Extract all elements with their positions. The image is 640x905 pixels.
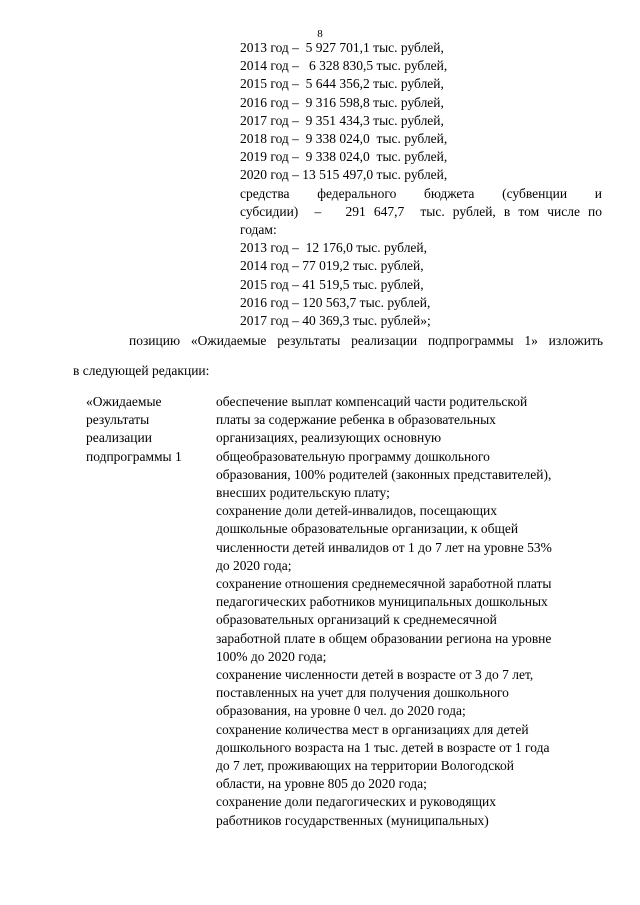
federal-funding-text	[240, 185, 602, 240]
content-line: заработной плате в общем образовании региона на уровне	[216, 630, 552, 646]
federal-text-line: годам:	[240, 222, 277, 238]
funding-year-line: 2019 год – 9 338 024,0 тыс. рублей,	[240, 149, 448, 165]
intro-line: позицию «Ожидаемые результаты реализации подпрограммы 1» изложить	[129, 333, 603, 348]
funding-year-line: 2018 год – 9 338 024,0 тыс. рублей,	[240, 131, 448, 147]
content-line: области, на уровне 805 до 2020 года;	[216, 776, 427, 792]
federal-text-line: субсидии) – 291 647,7 тыс. рублей, в том числе по	[240, 203, 602, 219]
funding-block	[240, 39, 602, 330]
content-line: платы за содержание ребенка в образовательных	[216, 412, 496, 428]
funding-year-line: 2013 год – 12 176,0 тыс. рублей,	[240, 240, 428, 256]
content-line: обеспечение выплат компенсаций части родительской	[216, 394, 528, 409]
intro-paragraph	[73, 326, 603, 386]
content-line: организациях, реализующих основную	[216, 430, 442, 446]
content-line: общеобразовательную программу дошкольного	[216, 448, 490, 464]
content-line: численности детей инвалидов от 1 до 7 лет на уровне 53%	[216, 539, 552, 555]
regional-funding-years	[240, 39, 602, 185]
content-line: образования, на уровне 0 чел. до 2020 года;	[216, 703, 466, 719]
funding-year-line: 2017 год – 9 351 434,3 тыс. рублей,	[240, 112, 444, 128]
content-line: педагогических работников муниципальных дошкольных	[216, 594, 548, 610]
funding-year-line: 2014 год – 6 328 830,5 тыс. рублей,	[240, 58, 448, 74]
intro-line: в следующей редакции:	[73, 363, 210, 378]
content-line: сохранение количества мест в организациях для детей	[216, 721, 529, 737]
funding-year-line: 2013 год – 5 927 701,1 тыс. рублей,	[240, 40, 444, 55]
funding-year-line: 2016 год – 120 563,7 тыс. рублей,	[240, 294, 431, 310]
funding-year-line: 2016 год – 9 316 598,8 тыс. рублей,	[240, 94, 444, 110]
content-line: поставленных на учет для получения дошкольного	[216, 685, 509, 701]
funding-year-line: 2015 год – 5 644 356,2 тыс. рублей,	[240, 76, 444, 92]
funding-year-line: 2017 год – 40 369,3 тыс. рублей»;	[240, 313, 431, 329]
content-line: до 7 лет, проживающих на территории Вологодской	[216, 758, 515, 774]
content-line: сохранение отношения среднемесячной заработной платы	[216, 576, 552, 592]
content-line: сохранение численности детей в возрасте от 3 до 7 лет,	[216, 667, 534, 683]
content-line: сохранение доли педагогических и руководящих	[216, 794, 496, 810]
federal-funding-years	[240, 239, 602, 330]
federal-text-line: средства федерального бюджета (субвенции и	[240, 185, 602, 201]
page-number: 8	[317, 28, 323, 40]
content-line: образования, 100% родителей (законных представителей),	[216, 466, 552, 482]
content-line: образовательных организаций к среднемесячной	[216, 612, 497, 628]
content-line: дошкольного возраста на 1 тыс. детей в возрасте от 1 года	[216, 739, 550, 755]
funding-year-line: 2020 год – 13 515 497,0 тыс. рублей,	[240, 167, 448, 183]
label-line: результаты	[86, 412, 150, 428]
label-line: реализации	[86, 430, 152, 446]
results-content-cell	[216, 393, 611, 830]
content-line: до 2020 года;	[216, 557, 292, 573]
content-line: работников государственных (муниципальных)	[216, 812, 489, 828]
content-line: внесших родительскую плату;	[216, 485, 390, 501]
content-line: сохранение доли детей-инвалидов, посещающих	[216, 503, 497, 519]
label-line: «Ожидаемые	[86, 394, 162, 409]
results-label-cell	[86, 393, 211, 466]
label-line: подпрограммы 1	[86, 448, 182, 464]
funding-year-line: 2014 год – 77 019,2 тыс. рублей,	[240, 258, 424, 274]
funding-year-line: 2015 год – 41 519,5 тыс. рублей,	[240, 276, 424, 292]
content-line: дошкольные образовательные организации, к общей	[216, 521, 519, 537]
content-line: 100% до 2020 года;	[216, 648, 327, 664]
